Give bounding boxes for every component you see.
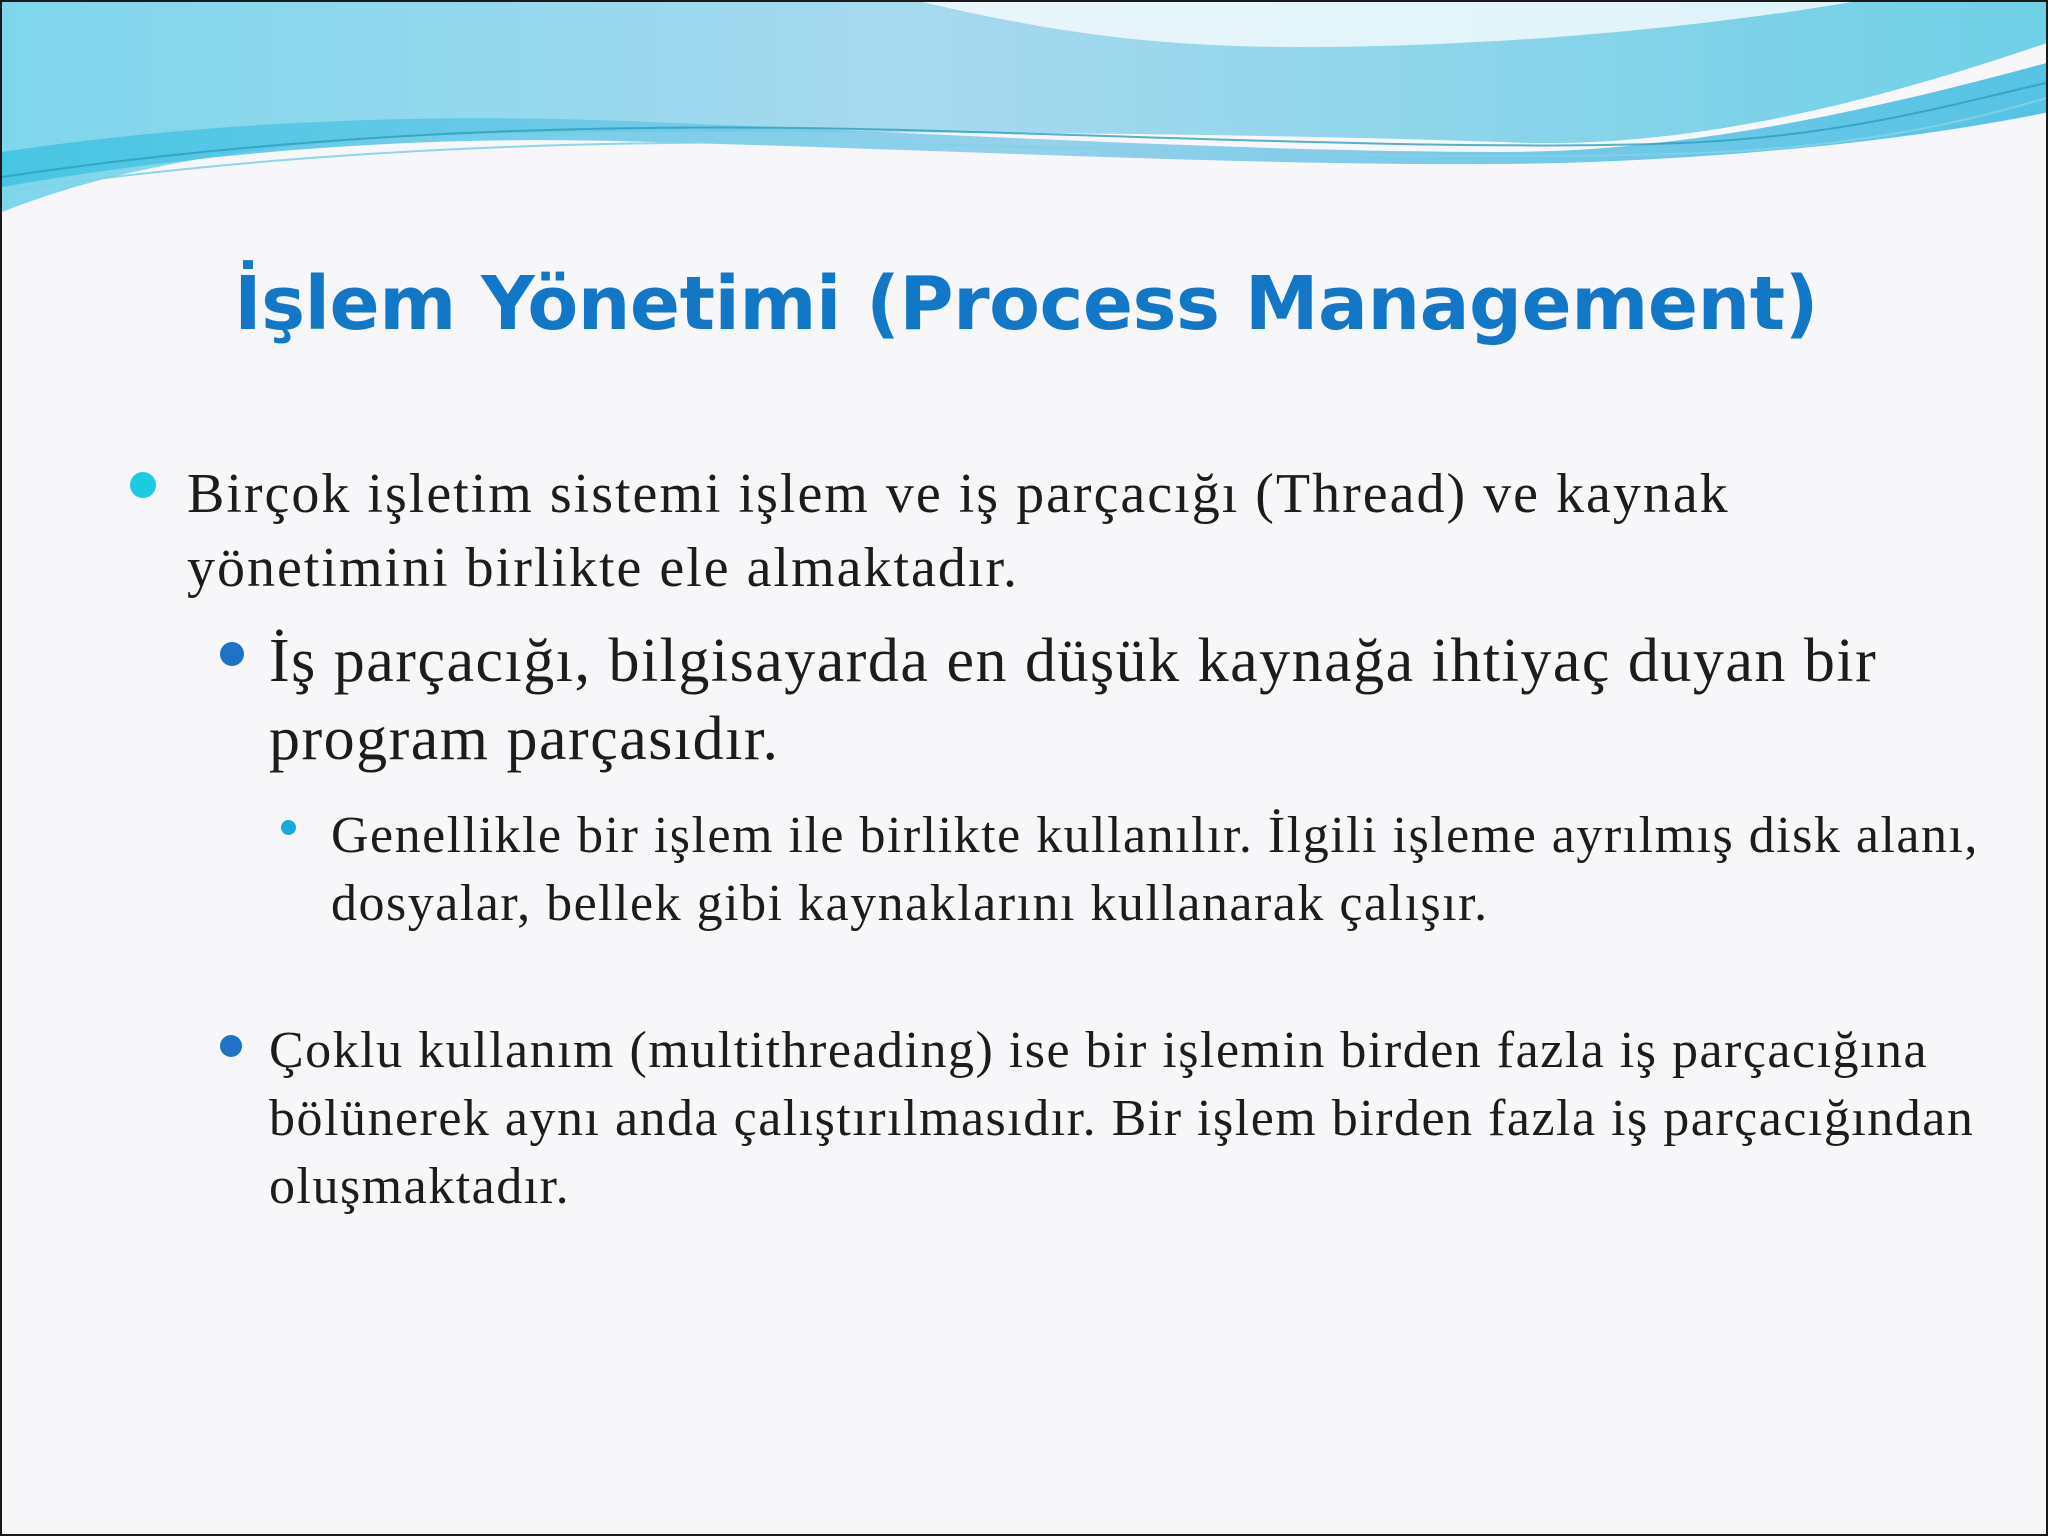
bullet-text-level2: İş parçacığı, bilgisayarda en düşük kaynağa ihtiyaç duyan bir program parçasıdır.	[269, 627, 1878, 773]
bullet-dot-level1	[130, 472, 156, 498]
bullet-text-level3: Genellikle bir işlem ile birlikte kullanılır. İlgili işleme ayrılmış disk alanı, dosyalar, bellek gibi kaynaklarını kullanarak çalışır.	[331, 807, 1979, 932]
bullet-dot-level3	[281, 820, 296, 835]
bullet-dot-level2	[220, 642, 244, 666]
bullet-text-level1: Birçok işletim sistemi işlem ve iş parçacığı (Thread) ve kaynak yönetimini birlikte ele almaktadır.	[187, 463, 1730, 599]
bullet-dot-level2	[220, 1035, 242, 1057]
slide-content	[2, 2, 2048, 1536]
slide-title: İşlem Yönetimi (Process Management)	[234, 261, 1818, 347]
bullet-text-level2: Çoklu kullanım (multithreading) ise bir işlemin birden fazla iş parçacığına bölünerek aynı anda çalıştırılmasıdır. Bir işlem birden fazla iş parçacığından oluşmaktadır.	[269, 1022, 1975, 1215]
